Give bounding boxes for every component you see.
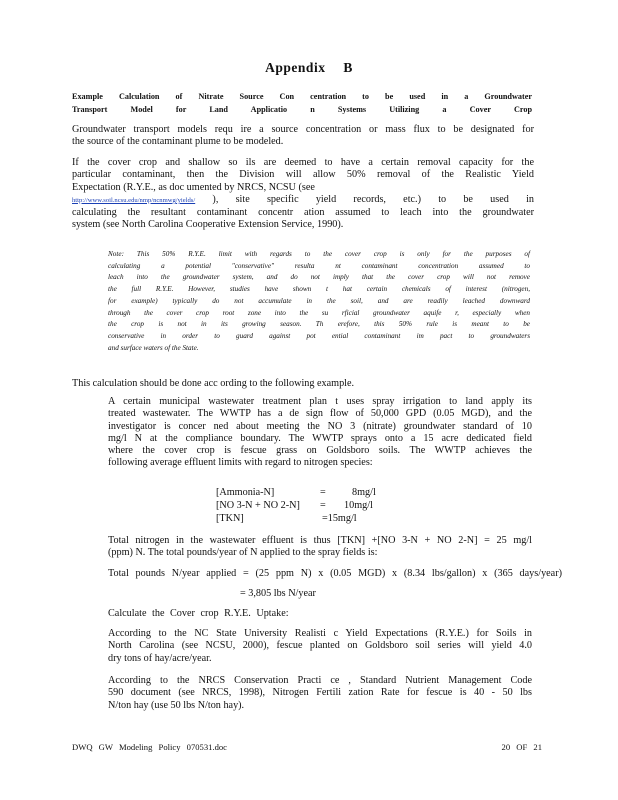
note-line: and surface waters of the State. — [108, 343, 199, 352]
text-line: following average effluent limits with regard to nitrogen species: — [108, 457, 373, 469]
text-line: If the cover crop and shallow so ils are deemed to have a certain removal capacity for the — [72, 157, 534, 168]
nrcs-paragraph — [108, 675, 532, 712]
text-line: (ppm) N. The total pounds/year of N applied to the spray fields is: — [108, 547, 378, 559]
note-line: leach into the groundwater system, and do not imply that the cover crop will not remove — [108, 273, 530, 282]
note-block — [108, 249, 530, 354]
text-line: According to the NRCS Conservation Practi ce , Standard Nutrient Management Code — [108, 675, 532, 686]
limit-value: 8mg/l — [352, 487, 376, 498]
limit-eq: = — [320, 500, 326, 511]
footer-page-number: 20 OF 21 — [501, 742, 542, 752]
calc-intro: This calculation should be done acc ording to the following example. — [72, 378, 355, 389]
note-line: through the cover crop root zone into the su rficial groundwater aquife r, especially when — [108, 308, 530, 317]
paragraph-intro — [72, 124, 534, 149]
yields-link[interactable]: http://www.soil.ncsu.edu/nmp/ncnmwg/yields/ — [72, 196, 196, 204]
page-footer — [72, 742, 542, 752]
page-title: Appendix B — [265, 60, 353, 75]
paragraph-removal — [72, 157, 534, 232]
text-line: investigator is concer ned about meeting the NO 3 (nitrate) groundwater standard of 10 — [108, 420, 532, 432]
text-line: A certain municipal wastewater treatment plan t uses spray irrigation to land apply its — [108, 396, 532, 407]
limit-name: [NO 3-N + NO 2-N] — [216, 500, 300, 511]
text-line: Expectation (R.Y.E., as doc umented by NRCS, NCSU (see — [72, 181, 315, 193]
note-line: for example) typically do not accumulate in the soil, and are readily leached downward — [108, 296, 530, 305]
text-line: system (see North Carolina Cooperative Extension Service, 1990). — [72, 219, 344, 231]
text-line: N/ton hay (use 50 lbs N/ton hay). — [108, 699, 245, 711]
total-pounds-result: = 3,805 lbs N/year — [240, 588, 316, 599]
text-line: calculating the resultant contaminant concentr ation assumed to leach into the groundwater — [72, 207, 534, 219]
limit-name: [TKN] — [216, 513, 244, 524]
note-line: Note: This 50% R.Y.E. limit with regards to the cover crop is only for the purposes of — [108, 250, 530, 258]
heading-line: Example Calculation of Nitrate Source Con centration to be used in a Groundwater — [72, 92, 532, 101]
note-line: the crop is not in its growing season. Th erefore, this 50% rule is meant to be — [108, 320, 530, 329]
total-pounds-line — [108, 568, 562, 580]
limit-value: 10mg/l — [344, 500, 373, 511]
text-line: Total nitrogen in the wastewater effluent is thus [TKN] +[NO 3-N + NO 2-N] = 25 mg/l — [108, 535, 532, 546]
text-line: 590 document (see NRCS, 1998), Nitrogen Fertili zation Rate for fescue is 40 - 50 lbs — [108, 687, 532, 699]
note-line: calculating a potential "conservative" resulta nt contaminant concentration assumed to — [108, 261, 530, 270]
text-line: the source of the contaminant plume to be modeled. — [72, 136, 284, 148]
text-line — [72, 194, 534, 207]
example-paragraph — [108, 396, 532, 470]
text-line: Groundwater transport models requ ire a source concentration or mass flux to be designated for — [72, 124, 534, 135]
limit-value: =15mg/l — [322, 513, 357, 524]
footer-filename: DWQ GW Modeling Policy 070531.doc — [72, 742, 227, 752]
text-line: mg/l N at the compliance boundary. The WWTP sprays onto a 15 acre dedicated field — [108, 432, 532, 444]
total-nitrogen — [108, 535, 532, 560]
text-line: particular contaminant, then the Division will allow 50% removal of the Realistic Yield — [72, 169, 534, 181]
limit-name: [Ammonia-N] — [216, 487, 275, 498]
limit-eq: = — [320, 487, 326, 498]
heading-line: Transport Model for Land Applicatio n Systems Utilizing a Cover Crop — [72, 105, 532, 114]
text-line: Total pounds N/year applied = (25 ppm N) x (0.05 MGD) x (8.34 lbs/gallon) x (365 days/year) — [108, 568, 562, 579]
rye-calc-heading: Calculate the Cover crop R.Y.E. Uptake: — [108, 608, 289, 619]
text-line-rest: ), site specific yield records, etc.) to be used in — [212, 193, 534, 205]
note-line: conservative in order to guard against pot ential contaminant im pact to groundwaters — [108, 331, 530, 340]
text-line: dry tons of hay/acre/year. — [108, 652, 212, 664]
text-line: treated wastewater. The WWTP has a de sign flow of 50,000 GPD (0.05 MGD), and the — [108, 408, 532, 420]
text-line: According to the NC State University Realisti c Yield Expectations (R.Y.E.) for Soils in — [108, 628, 532, 639]
ncsu-paragraph — [108, 628, 532, 665]
section-heading — [72, 90, 532, 116]
note-line: the full R.Y.E. However, studies have shown t hat certain chemicals of interest (nitrogen, — [108, 285, 530, 294]
text-line: North Carolina (see NCSU, 2000), fescue planted on Goldsboro soil series will yield 4.0 — [108, 640, 532, 652]
text-line: where the cover crop is fescue grass on Goldsboro soils. The WWTP achieves the — [108, 445, 532, 457]
